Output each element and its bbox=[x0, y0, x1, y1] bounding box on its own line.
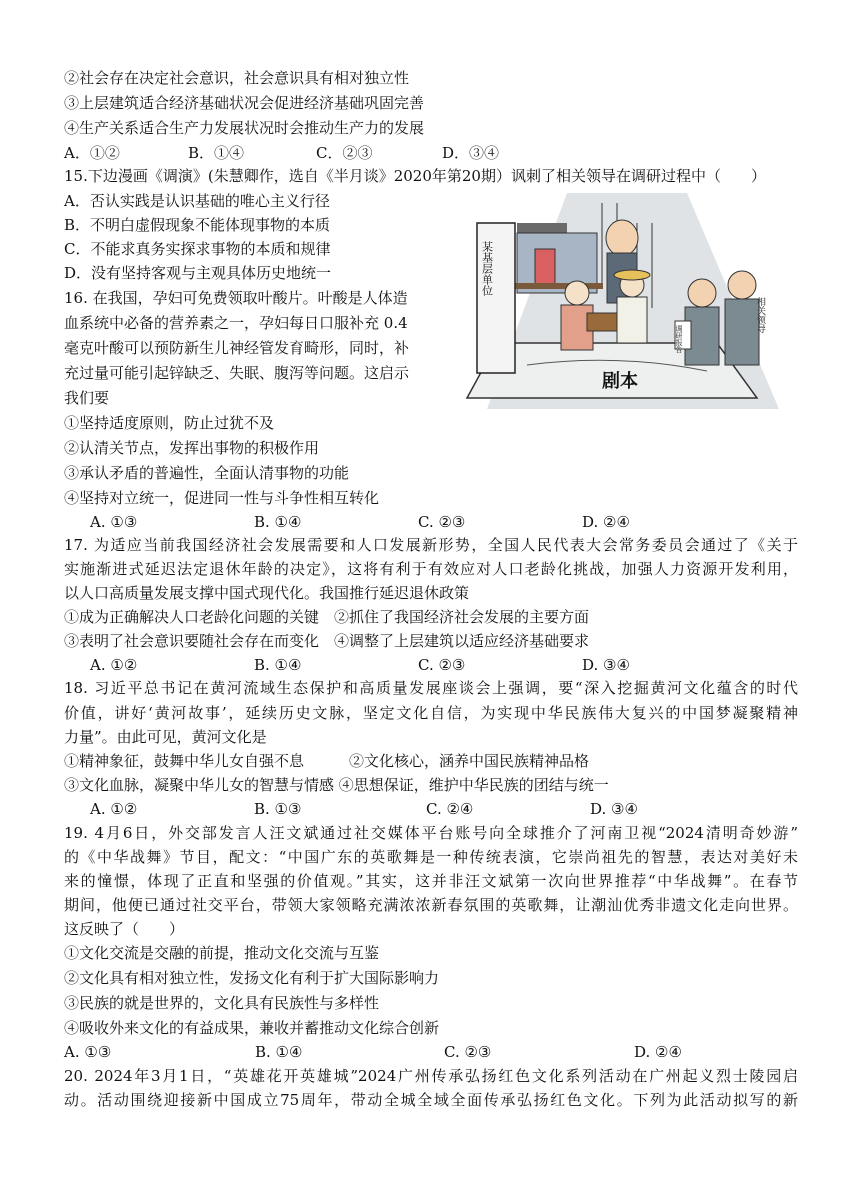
q17-stem-line-3: 以人口高质量发展支撑中国式现代化。我国推行延迟退休政策 bbox=[64, 584, 470, 602]
q16-item-3: ③承认矛盾的普遍性，全面认清事物的功能 bbox=[64, 464, 350, 482]
q16-stem-line-4: 充过量可能引起锌缺乏、失眠、腹泻等问题。这启示 bbox=[64, 364, 410, 382]
q16-stem-line-3: 毫克叶酸可以预防新生儿神经管发育畸形，同时，补 bbox=[64, 339, 410, 357]
q14-option-d[interactable]: D．③④ bbox=[442, 144, 500, 162]
cartoon-script-label: 剧本 bbox=[602, 371, 638, 392]
q16-stem-line-5: 我们要 bbox=[64, 389, 110, 407]
q20-stem-line-2: 动。活动围绕迎接新中国成立75周年，带动全城全域全面传承弘扬红色文化。下列为此活动拟写的新 bbox=[64, 1091, 798, 1109]
q19-stem-line-2: 的《中华战舞》节目，配文：“中国广东的英歌舞是一种传统表演，它崇尚祖先的智慧，表达对美好未 bbox=[64, 848, 798, 866]
q16-stem-line-2: 血系统中必备的营养素之一，孕妇每日口服补充 0.4 bbox=[64, 314, 408, 332]
cartoon-image bbox=[457, 193, 779, 409]
q14-item-4: ④生产关系适合生产力发展状况时会推动生产力的发展 bbox=[64, 119, 425, 137]
q17-items-row-1: ①成为正确解决人口老龄化问题的关键 ②抓住了我国经济社会发展的主要方面 bbox=[64, 608, 590, 626]
q19-option-a[interactable]: A. ①③ bbox=[64, 1043, 112, 1061]
q20-stem-line-1: 20. 2024年3月1日，“英雄花开英雄城”2024广州传承弘扬红色文化系列活动在广州起义烈士陵园启 bbox=[64, 1067, 798, 1085]
q18-stem-line-1: 18. 习近平总书记在黄河流域生态保护和高质量发展座谈会上强调，要“深入挖掘黄河文化蕴含的时代 bbox=[64, 679, 798, 697]
q17-option-a[interactable]: A. ①② bbox=[90, 656, 138, 674]
q16-item-2: ②认清关节点，发挥出事物的积极作用 bbox=[64, 439, 320, 457]
q17-option-c[interactable]: C. ②③ bbox=[418, 656, 466, 674]
q15-option-c[interactable]: C．不能求真务实探求事物的本质和规律 bbox=[64, 240, 331, 258]
q16-options bbox=[64, 512, 798, 532]
q17-option-d[interactable]: D. ③④ bbox=[582, 656, 630, 674]
q14-item-2: ②社会存在决定社会意识，社会意识具有相对独立性 bbox=[64, 69, 410, 87]
q19-options bbox=[64, 1042, 798, 1062]
q17-stem-line-2: 实施渐进式延迟法定退休年龄的决定》，这将有利于有效应对人口老龄化挑战，加强人力资源开发利用， bbox=[64, 560, 798, 578]
q15-option-b[interactable]: B．不明白虚假现象不能体现事物的本质 bbox=[64, 216, 331, 234]
q18-stem-line-3: 力量”。由此可见，黄河文化是 bbox=[64, 728, 267, 746]
q19-item-1: ①文化交流是交融的前提，推动文化交流与互鉴 bbox=[64, 944, 380, 962]
q15-stem: 15.下边漫画《调演》(朱慧卿作，选自《半月谈》2020年第20期）讽刺了相关领导在调研过程中（ ） bbox=[64, 167, 766, 185]
q15-option-d[interactable]: D．没有坚持客观与主观具体历史地统一 bbox=[64, 264, 332, 282]
cartoon-sign-right: 相关领导 bbox=[755, 297, 765, 333]
q18-option-c[interactable]: C. ②④ bbox=[426, 800, 474, 818]
q19-stem-line-3: 来的憧憬，体现了正直和坚强的价值观。”其实，这并非汪文斌第一次向世界推荐“中华战舞”。在春节 bbox=[64, 872, 798, 890]
q19-item-3: ③民族的就是世界的，文化具有民族性与多样性 bbox=[64, 994, 380, 1012]
q17-option-b[interactable]: B. ①④ bbox=[254, 656, 302, 674]
q16-stem-line-1: 16. 在我国，孕妇可免费领取叶酸片。叶酸是人体造 bbox=[64, 289, 408, 307]
q18-options bbox=[64, 799, 798, 819]
q18-option-d[interactable]: D. ③④ bbox=[590, 800, 638, 818]
q14-item-3: ③上层建筑适合经济基础状况会促进经济基础巩固完善 bbox=[64, 94, 425, 112]
q18-items-row-1: ①精神象征，鼓舞中华儿女自强不息 ②文化核心，涵养中国民族精神品格 bbox=[64, 752, 590, 770]
q14-option-b[interactable]: B．①④ bbox=[188, 144, 245, 162]
q18-stem-line-2: 价值，讲好‘黄河故事’，延续历史文脉，坚定文化自信，为实现中华民族伟大复兴的中国梦凝聚精神 bbox=[64, 704, 798, 722]
q16-option-d[interactable]: D. ②④ bbox=[582, 513, 630, 531]
q14-option-c[interactable]: C．②③ bbox=[316, 144, 373, 162]
q19-item-4: ④吸收外来文化的有益成果，兼收并蓄推动文化综合创新 bbox=[64, 1019, 440, 1037]
cartoon-sign-left: 某基层单位 bbox=[480, 241, 494, 296]
q18-option-a[interactable]: A. ①② bbox=[90, 800, 138, 818]
q14-option-a[interactable]: A．①② bbox=[64, 144, 120, 162]
q16-option-a[interactable]: A. ①③ bbox=[90, 513, 138, 531]
q19-option-b[interactable]: B. ①④ bbox=[255, 1043, 303, 1061]
q17-stem-line-1: 17. 为适应当前我国经济社会发展需要和人口发展新形势，全国人民代表大会常务委员会通过了《关于 bbox=[64, 536, 798, 554]
q15-option-a[interactable]: A．否认实践是认识基础的唯心主义行径 bbox=[64, 192, 330, 210]
q18-items-row-2: ③文化血脉，凝聚中华儿女的智慧与情感 ④思想保证，维护中华民族的团结与统一 bbox=[64, 776, 609, 794]
q14-options bbox=[64, 143, 798, 163]
q16-item-1: ①坚持适度原则，防止过犹不及 bbox=[64, 414, 275, 432]
q19-item-2: ②文化具有相对独立性，发扬文化有利于扩大国际影响力 bbox=[64, 969, 440, 987]
q18-option-b[interactable]: B. ①③ bbox=[254, 800, 302, 818]
q16-option-c[interactable]: C. ②③ bbox=[418, 513, 466, 531]
cartoon-notebook-label: 调研报告 bbox=[675, 325, 683, 353]
q17-options bbox=[64, 655, 798, 675]
q19-stem-line-5: 这反映了（ ） bbox=[64, 920, 185, 938]
q17-items-row-2: ③表明了社会意识要随社会存在而变化 ④调整了上层建筑以适应经济基础要求 bbox=[64, 632, 590, 650]
q19-option-d[interactable]: D. ②④ bbox=[634, 1043, 682, 1061]
q16-item-4: ④坚持对立统一，促进同一性与斗争性相互转化 bbox=[64, 489, 380, 507]
q19-option-c[interactable]: C. ②③ bbox=[444, 1043, 492, 1061]
q16-option-b[interactable]: B. ①④ bbox=[254, 513, 302, 531]
q19-stem-line-4: 期间，他便已通过社交平台，带领大家领略充满浓浓新春氛围的英歌舞，让潮汕优秀非遗文化走向世界。 bbox=[64, 896, 798, 914]
q19-stem-line-1: 19. 4月6日，外交部发言人汪文斌通过社交媒体平台账号向全球推介了河南卫视“2024清明奇妙游” bbox=[64, 824, 798, 842]
